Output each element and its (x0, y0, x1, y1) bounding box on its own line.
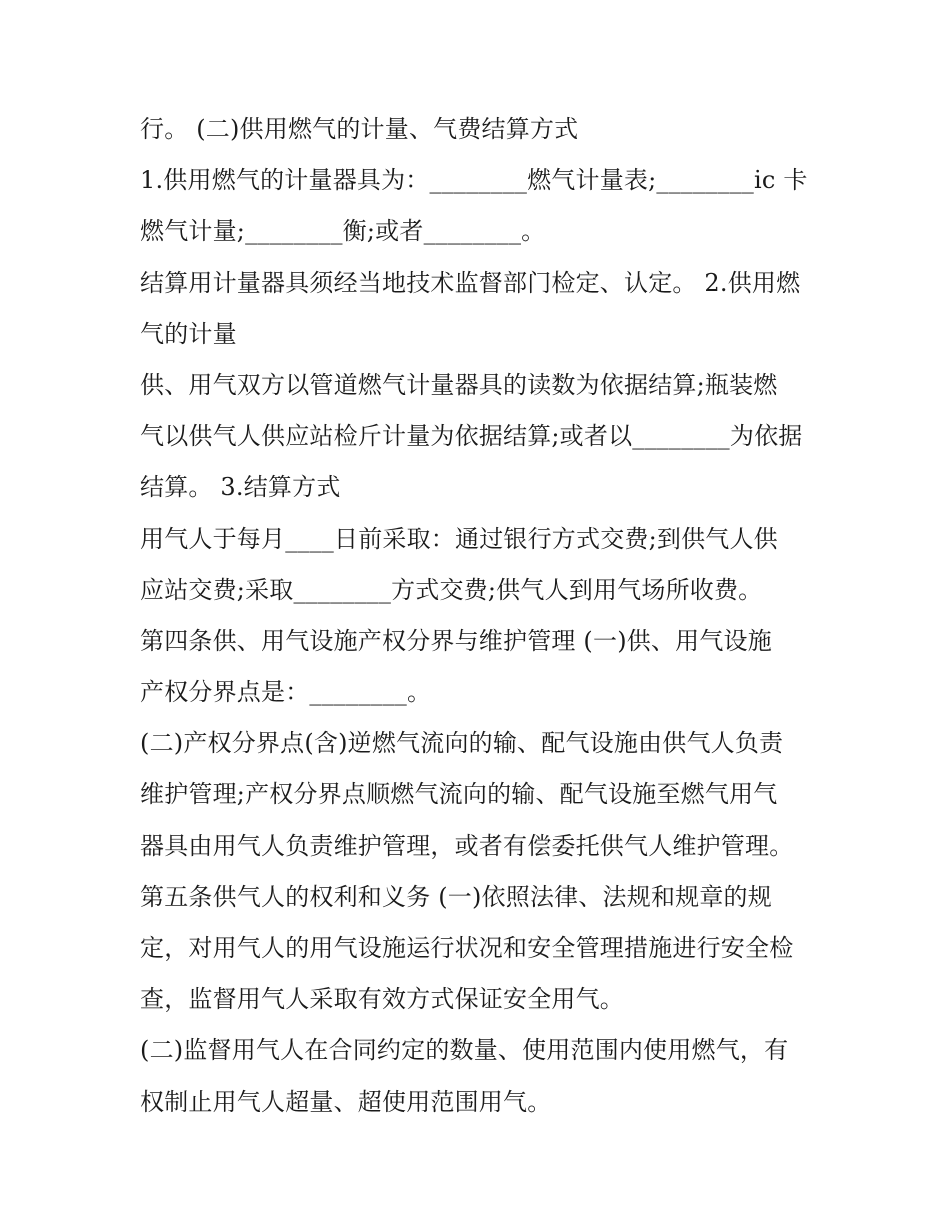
text-line: 产权分界点是：________。 (140, 678, 432, 707)
text-line: 第四条供、用气设施产权分界与维护管理 (一)供、用气设施 (140, 626, 772, 655)
text-line: 供、用气双方以管道燃气计量器具的读数为依据结算;瓶装燃 (140, 370, 778, 399)
text-line: 行。 (二)供用燃气的计量、气费结算方式 (140, 115, 579, 143)
text-line: 气的计量 (140, 319, 237, 348)
text-line: 结算用计量器具须经当地技术监督部门检定、认定。 2.供用燃 (140, 268, 801, 297)
text-line: 结算。 3.结算方式 (140, 473, 341, 502)
text-line: 定，对用气人的用气设施运行状况和安全管理措施进行安全检 (140, 934, 794, 962)
text-line: 权制止用气人超量、超使用范围用气。 (140, 1087, 552, 1116)
text-line: (二)产权分界点(含)逆燃气流向的输、配气设施由供气人负责 (140, 729, 784, 758)
text-line: 查，监督用气人采取有效方式保证安全用气。 (140, 985, 624, 1014)
text-line: 第五条供气人的权利和义务 (一)依照法律、法规和规章的规 (140, 882, 772, 911)
text-line: 维护管理;产权分界点顺燃气流向的输、配气设施至燃气用气 (140, 780, 778, 809)
text-line: 气以供气人供应站检斤计量为依据结算;或者以________为依据 (140, 422, 803, 451)
document-body (140, 104, 820, 1128)
text-line: 1.供用燃气的计量器具为：________燃气计量表;________ic 卡 (140, 166, 808, 195)
text-line: 用气人于每月____日前采取：通过银行方式交费;到供气人供 (140, 524, 778, 553)
text-line: 燃气计量;________衡;或者________。 (140, 217, 546, 246)
text-line: 器具由用气人负责维护管理，或者有偿委托供气人维护管理。 (140, 831, 794, 860)
text-line: (二)监督用气人在合同约定的数量、使用范围内使用燃气，有 (140, 1036, 789, 1065)
text-line: 应站交费;采取________方式交费;供气人到用气场所收费。 (140, 575, 763, 604)
